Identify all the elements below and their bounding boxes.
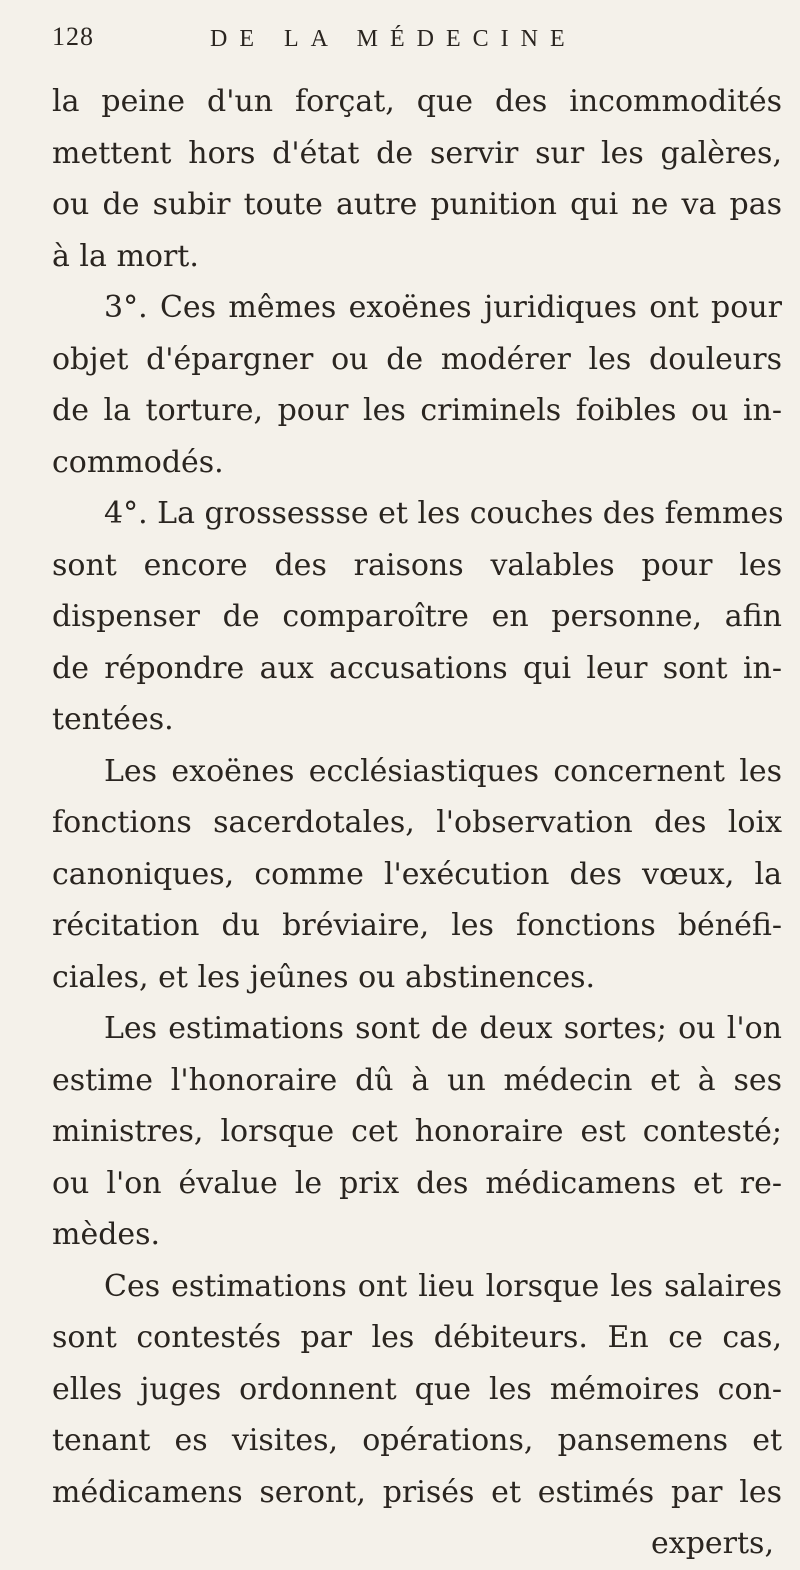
text-line: de la torture, pour les criminels foibles ou in- [52,393,782,428]
text-line: récitation du bréviaire, les fonctions bénéfi- [52,908,782,943]
text-line: estime l'honoraire dû à un médecin et à ses [52,1062,782,1098]
text-line: la peine d'un forçat, que des incommodités [52,84,782,119]
text-line: commodés. [52,444,224,480]
text-line: dispenser de comparoître en personne, afin [52,599,782,634]
text-line: objet d'épargner ou de modérer les douleurs [52,341,782,377]
catchword: experts, [651,1526,774,1561]
page-number: 128 [52,22,94,51]
text-line: canoniques, comme l'exécution des vœux, la [52,856,782,892]
text-line: Les exoënes ecclésiastiques concernent les [104,753,782,789]
text-line: mèdes. [52,1217,161,1252]
text-line: sont contestés par les débiteurs. En ce cas, [52,1320,782,1355]
body-text [52,76,782,1570]
text-line: médicamens seront, prisés et estimés par les [52,1474,782,1510]
text-line: tenant es visites, opérations, pansemens et [52,1423,782,1458]
text-line: 3°. Ces mêmes exoënes juridiques ont pour [104,290,782,325]
text-line: Ces estimations ont lieu lorsque les salaires [104,1268,782,1304]
text-line: 4°. La grossessse et les couches des femmes [104,496,784,531]
text-line: ministres, lorsque cet honoraire est contesté; [52,1114,782,1149]
text-line: Les estimations sont de deux sortes; ou l'on [104,1011,782,1046]
text-line: ou l'on évalue le prix des médicamens et re- [52,1165,782,1201]
text-line: elles juges ordonnent que les mémoires con- [52,1371,782,1407]
text-line: de répondre aux accusations qui leur sont in- [52,650,782,686]
text-line: tentées. [52,702,174,737]
text-line: ou de subir toute autre punition qui ne va pas [52,187,782,222]
text-line: sont encore des raisons valables pour les [52,547,782,583]
text-line: à la mort. [52,238,199,274]
text-line: ciales, et les jeûnes ou abstinences. [52,959,596,995]
text-line: mettent hors d'état de servir sur les galères, [52,135,782,171]
running-head: DE LA MÉDECINE [210,26,577,52]
text-line: fonctions sacerdotales, l'observation des loix [52,805,782,840]
